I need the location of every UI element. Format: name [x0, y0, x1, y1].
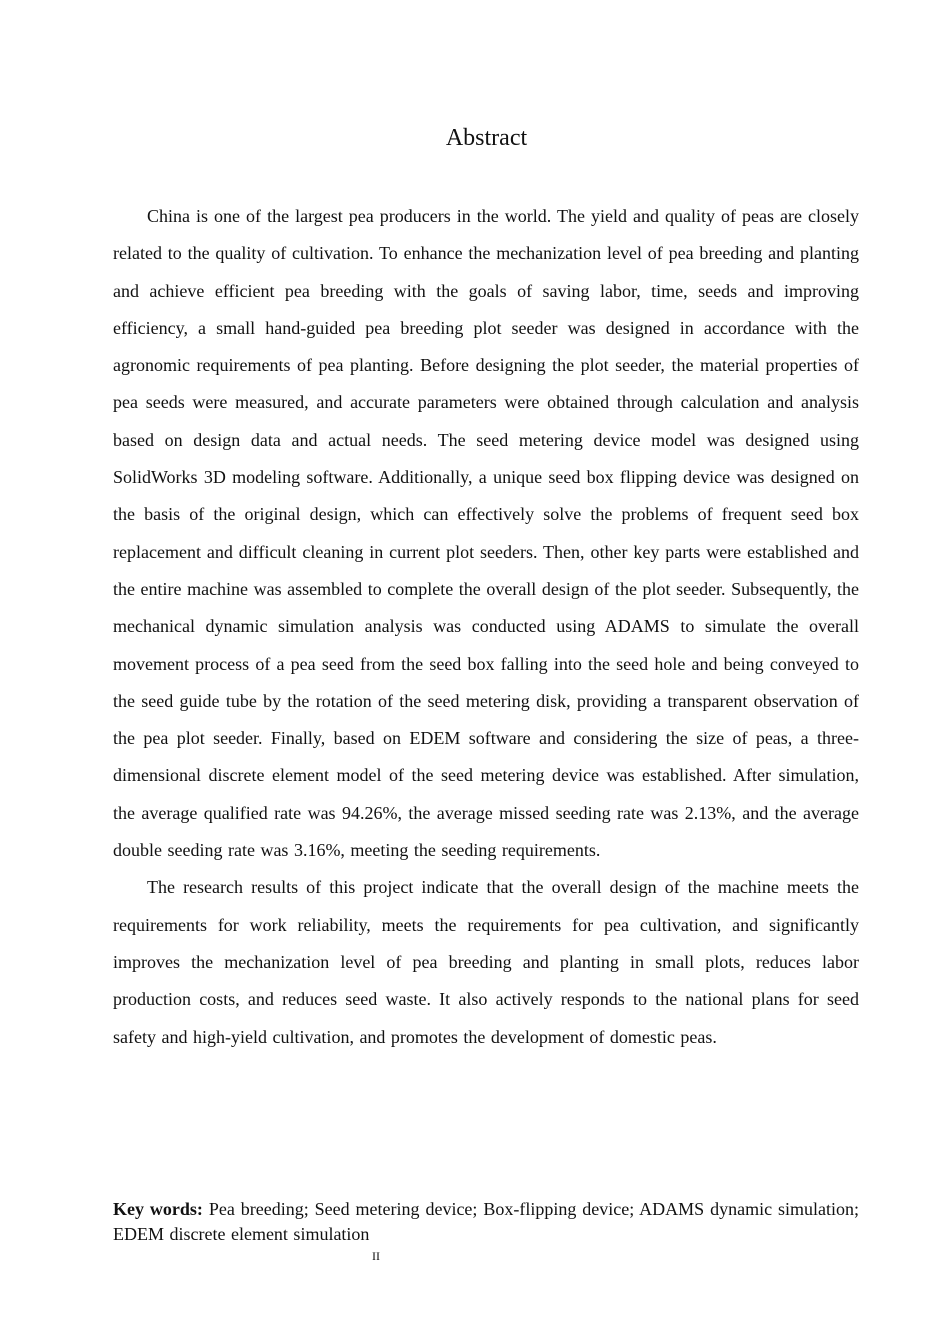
- abstract-body: [113, 198, 859, 1056]
- abstract-paragraph-2: The research results of this project indicate that the overall design of the machine meets the requirements for work reliability, meets the requirements for pea cultivation, and significantly improves the mechanization level of pea breeding and planting in small plots, reduces labor production costs, and reduces seed waste. It also actively responds to the national plans for seed safety and high-yield cultivation, and promotes the development of domestic peas.: [113, 877, 859, 1047]
- keywords-text: Pea breeding; Seed metering device; Box-flipping device; ADAMS dynamic simulation; EDEM discrete element simulation: [113, 1199, 859, 1244]
- abstract-paragraph-1: China is one of the largest pea producers in the world. The yield and quality of peas are closely related to the quality of cultivation. To enhance the mechanization level of pea breeding and planting and achieve efficient pea breeding with the goals of saving labor, time, seeds and improving efficiency, a small hand-guided pea breeding plot seeder was designed in accordance with the agronomic requirements of pea planting. Before designing the plot seeder, the material properties of pea seeds were measured, and accurate parameters were obtained through calculation and analysis based on design data and actual needs. The seed metering device model was designed using SolidWorks 3D modeling software. Additionally, a unique seed box flipping device was designed on the basis of the original design, which can effectively solve the problems of frequent seed box replacement and difficult cleaning in current plot seeders. Then, other key parts were established and the entire machine was assembled to complete the overall design of the plot seeder. Subsequently, the mechanical dynamic simulation analysis was conducted using ADAMS to simulate the overall movement process of a pea seed from the seed box falling into the seed hole and being conveyed to the seed guide tube by the rotation of the seed metering disk, providing a transparent observation of the pea plot seeder. Finally, based on EDEM software and considering the size of peas, a three-dimensional discrete element model of the seed metering device was established. After simulation, the average qualified rate was 94.26%, the average missed seeding rate was 2.13%, and the average double seeding rate was 3.16%, meeting the seeding requirements.: [113, 206, 859, 861]
- page-number: II: [372, 1249, 380, 1263]
- abstract-title: Abstract: [445, 125, 528, 151]
- keywords-line: [113, 1197, 859, 1247]
- keywords-label: Key words:: [113, 1199, 203, 1219]
